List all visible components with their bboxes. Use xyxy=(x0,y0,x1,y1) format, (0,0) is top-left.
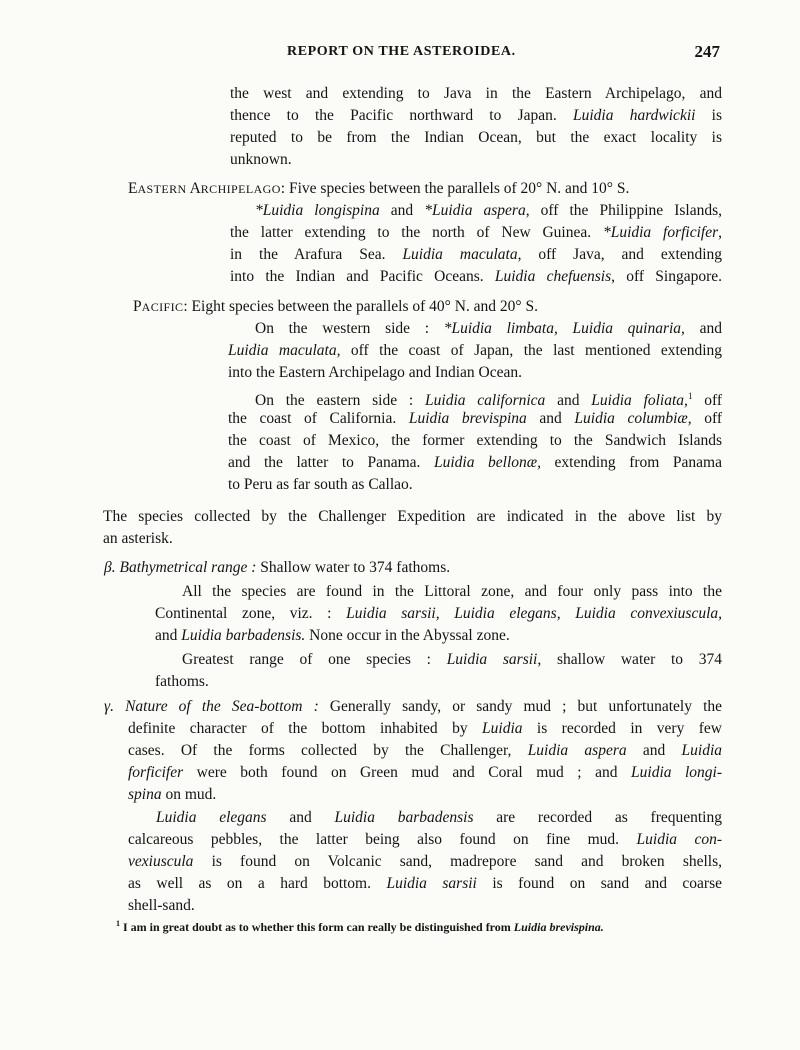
page-header xyxy=(100,44,720,68)
text-line: *Luidia longispina and *Luidia aspera, off the Philippine Islands, xyxy=(255,202,722,219)
text-line: in the Arafura Sea. Luidia maculata, off Java, and extending xyxy=(230,246,723,263)
footnote: $^1$ I am in great doubt as to whether this form can really be distinguished from Luidia brevispina. xyxy=(116,919,604,934)
text-line: Greatest range of one species : Luidia sarsii, shallow water to 374 xyxy=(182,651,723,668)
section-sea-bottom: γ. Nature of the Sea-bottom : Generally sandy, or sandy mud ; but unfortunately the xyxy=(104,698,723,715)
text-line: calcareous pebbles, the latter being also found on fine mud. Luidia con- xyxy=(128,831,722,848)
text-line: and Luidia barbadensis. None occur in the Abyssal zone. xyxy=(155,627,510,644)
text-line: Luidia elegans and Luidia barbadensis are recorded as frequenting xyxy=(156,809,722,826)
text-line: thence to the Pacific northward to Japan. Luidia hardwickii is xyxy=(230,107,723,124)
text-line: the coast of California. Luidia brevispina and Luidia columbiæ, off xyxy=(228,410,723,427)
text-line: shell-sand. xyxy=(128,897,195,914)
text-line: into the Indian and Pacific Oceans. Luidia chefuensis, off Singapore. xyxy=(230,268,722,285)
species-name: Luidia hardwickii xyxy=(573,107,696,124)
section-bathymetrical-range: β. Bathymetrical range : Shallow water to 374 fathoms. xyxy=(104,559,451,576)
section-marker: β. xyxy=(104,559,116,576)
text-line: unknown. xyxy=(230,151,292,168)
text-line: Continental zone, viz. : Luidia sarsii, Luidia elegans, Luidia convexiuscula, xyxy=(155,605,723,622)
text-line: as well as on a hard bottom. Luidia sarsii is found on sand and coarse xyxy=(128,875,723,892)
page-number: 247 xyxy=(694,42,720,61)
text-line: to Peru as far south as Callao. xyxy=(228,476,413,493)
section-pacific: PACIFIC: Eight species between the parallels of 40° N. and 20° S. xyxy=(133,298,538,315)
section-heading: Bathymetrical range : xyxy=(119,559,257,576)
text-line: fathoms. xyxy=(155,673,209,690)
text-line: the latter extending to the north of New Guinea. *Luidia forficifer, xyxy=(230,224,723,241)
text-line: The species collected by the Challenger Expedition are indicated in the above list by xyxy=(103,508,722,525)
section-marker: γ. xyxy=(104,698,114,715)
running-title: REPORT ON THE ASTEROIDEA. xyxy=(287,44,516,59)
text-line: reputed to be from the Indian Ocean, but the exact locality is xyxy=(230,129,722,146)
text-line: and the latter to Panama. Luidia bellonæ, extending from Panama xyxy=(228,454,722,471)
text-line: forficifer were both found on Green mud and Coral mud ; and Luidia longi- xyxy=(128,764,723,781)
section-heading: Nature of the Sea-bottom : xyxy=(125,698,319,715)
text-line: Luidia maculata, off the coast of Japan, the last mentioned extending xyxy=(228,342,723,359)
text-line: cases. Of the forms collected by the Challenger, Luidia aspera and Luidia xyxy=(128,742,723,759)
text-line: vexiuscula is found on Volcanic sand, madrepore sand and broken shells, xyxy=(128,853,722,870)
footnote-ref: 1 xyxy=(687,391,693,401)
text-line: an asterisk. xyxy=(103,530,173,547)
text-line: the west and extending to Java in the Eastern Archipelago, and xyxy=(230,85,722,102)
text-line: definite character of the bottom inhabited by Luidia is recorded in very few xyxy=(128,720,722,737)
text-line: into the Eastern Archipelago and Indian Ocean. xyxy=(228,364,522,381)
text-line: On the western side : *Luidia limbata, Luidia quinaria, and xyxy=(255,320,722,337)
text-line: All the species are found in the Littoral zone, and four only pass into the xyxy=(182,583,722,600)
text-line: spina on mud. xyxy=(128,786,217,803)
text-line: On the eastern side : Luidia californica and Luidia foliata,$^1$ off xyxy=(255,391,723,410)
footnote-marker: 1 xyxy=(116,919,120,928)
text-line: the coast of Mexico, the former extending to the Sandwich Islands xyxy=(228,432,722,449)
section-eastern-archipelago: EASTERN ARCHIPELAGO: Five species between the parallels of 20° N. and 10° S. xyxy=(128,180,630,197)
